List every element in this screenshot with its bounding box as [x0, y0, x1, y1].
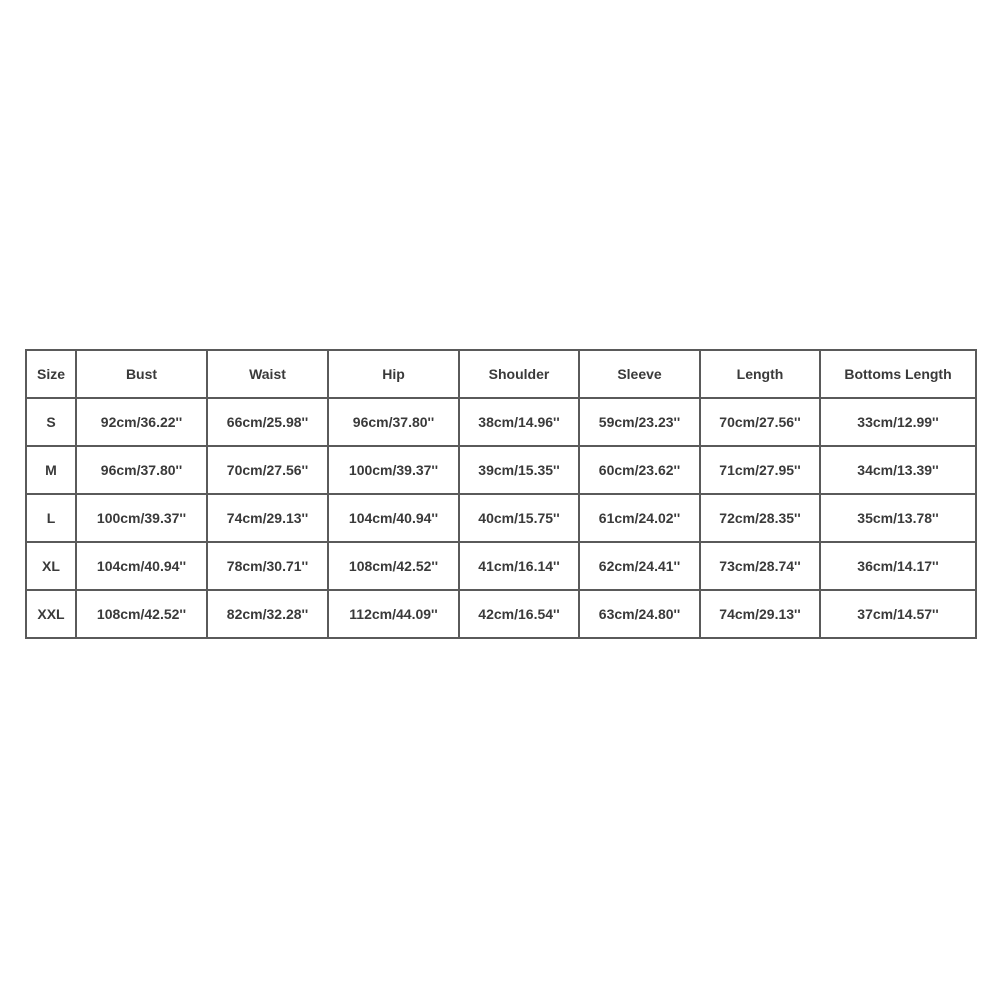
- table-row: [26, 398, 976, 446]
- bust-cell: 104cm/40.94'': [76, 542, 207, 590]
- bottoms-length-cell: 33cm/12.99'': [820, 398, 976, 446]
- bottoms-length-cell: 35cm/13.78'': [820, 494, 976, 542]
- table-row: [26, 446, 976, 494]
- length-cell: 71cm/27.95'': [700, 446, 820, 494]
- hip-cell: 96cm/37.80'': [328, 398, 459, 446]
- header-bust: Bust: [76, 350, 207, 398]
- header-waist: Waist: [207, 350, 328, 398]
- header-length: Length: [700, 350, 820, 398]
- length-cell: 74cm/29.13'': [700, 590, 820, 638]
- hip-cell: 108cm/42.52'': [328, 542, 459, 590]
- shoulder-cell: 38cm/14.96'': [459, 398, 579, 446]
- shoulder-cell: 39cm/15.35'': [459, 446, 579, 494]
- table-row: [26, 542, 976, 590]
- hip-cell: 112cm/44.09'': [328, 590, 459, 638]
- sleeve-cell: 63cm/24.80'': [579, 590, 700, 638]
- size-cell: S: [26, 398, 76, 446]
- length-cell: 70cm/27.56'': [700, 398, 820, 446]
- shoulder-cell: 40cm/15.75'': [459, 494, 579, 542]
- size-cell: XL: [26, 542, 76, 590]
- length-cell: 72cm/28.35'': [700, 494, 820, 542]
- waist-cell: 66cm/25.98'': [207, 398, 328, 446]
- sleeve-cell: 62cm/24.41'': [579, 542, 700, 590]
- waist-cell: 78cm/30.71'': [207, 542, 328, 590]
- table-row: [26, 494, 976, 542]
- waist-cell: 82cm/32.28'': [207, 590, 328, 638]
- shoulder-cell: 41cm/16.14'': [459, 542, 579, 590]
- header-shoulder: Shoulder: [459, 350, 579, 398]
- size-cell: M: [26, 446, 76, 494]
- sleeve-cell: 59cm/23.23'': [579, 398, 700, 446]
- table-row: [26, 590, 976, 638]
- shoulder-cell: 42cm/16.54'': [459, 590, 579, 638]
- size-chart-table: [25, 349, 977, 639]
- waist-cell: 74cm/29.13'': [207, 494, 328, 542]
- bust-cell: 100cm/39.37'': [76, 494, 207, 542]
- bottoms-length-cell: 37cm/14.57'': [820, 590, 976, 638]
- header-row: [26, 350, 976, 398]
- size-cell: XXL: [26, 590, 76, 638]
- bust-cell: 108cm/42.52'': [76, 590, 207, 638]
- header-bottoms-length: Bottoms Length: [820, 350, 976, 398]
- sleeve-cell: 60cm/23.62'': [579, 446, 700, 494]
- bottoms-length-cell: 34cm/13.39'': [820, 446, 976, 494]
- hip-cell: 100cm/39.37'': [328, 446, 459, 494]
- length-cell: 73cm/28.74'': [700, 542, 820, 590]
- header-size: Size: [26, 350, 76, 398]
- bottoms-length-cell: 36cm/14.17'': [820, 542, 976, 590]
- bust-cell: 96cm/37.80'': [76, 446, 207, 494]
- size-cell: L: [26, 494, 76, 542]
- hip-cell: 104cm/40.94'': [328, 494, 459, 542]
- bust-cell: 92cm/36.22'': [76, 398, 207, 446]
- sleeve-cell: 61cm/24.02'': [579, 494, 700, 542]
- header-hip: Hip: [328, 350, 459, 398]
- header-sleeve: Sleeve: [579, 350, 700, 398]
- waist-cell: 70cm/27.56'': [207, 446, 328, 494]
